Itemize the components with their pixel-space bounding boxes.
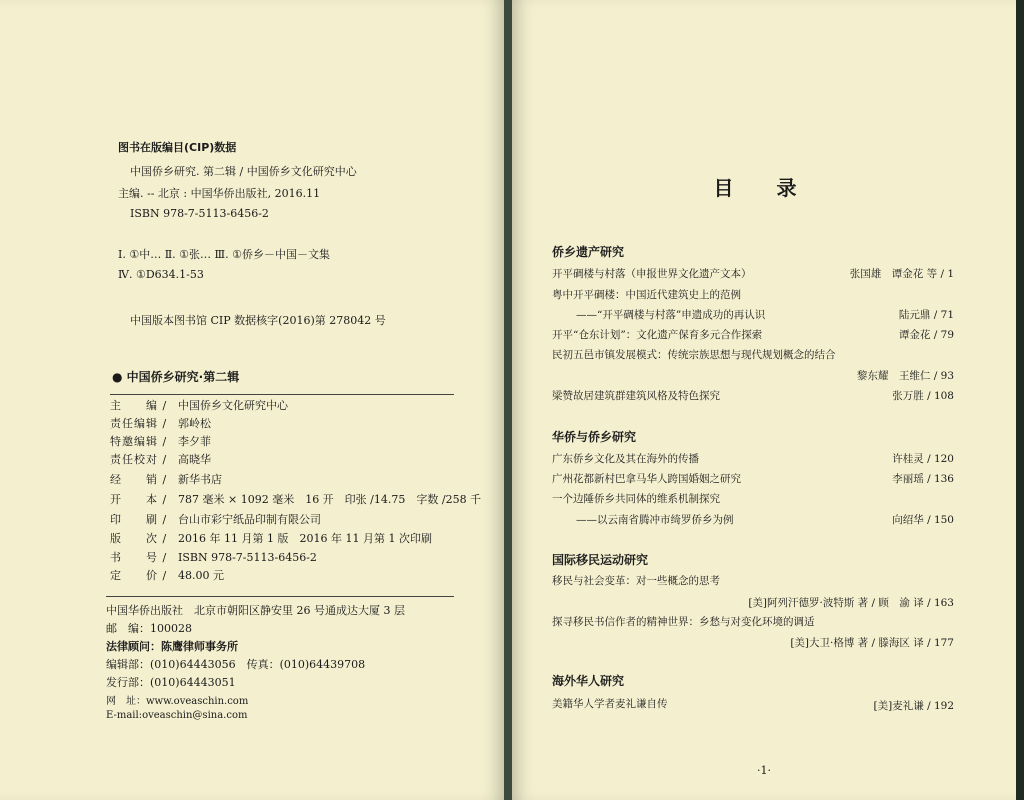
toc-entry-title: 探寻移民书信作者的精神世界：乡愁与对变化环境的调适	[552, 616, 815, 628]
toc-entry-subtitle: ——以云南省腾冲市绮罗侨乡为例	[576, 514, 734, 526]
toc-entry-title: 民初五邑市镇发展模式：传统宗族思想与现代规划概念的结合	[552, 349, 836, 361]
toc-entry-title: 移民与社会变革：对一些概念的思考	[552, 575, 720, 587]
toc-entry-title: 广东侨乡文化及其在海外的传播	[552, 453, 699, 465]
divider	[106, 596, 454, 597]
info-row: 经 销 / 新华书店	[110, 473, 222, 486]
cip-line: 中国版本图书馆 CIP 数据核字(2016)第 278042 号	[130, 314, 386, 327]
info-row: 书 号 / ISBN 978-7-5113-6456-2	[110, 551, 317, 564]
toc-entry-author: 谭金花 / 79	[898, 329, 954, 341]
editorial-phone: 编辑部：(010)64443056 传真：(010)64439708	[106, 658, 366, 671]
toc-entry-title: 开平碉楼与村落（申报世界文化遗产文本）	[552, 268, 752, 280]
toc-entry-author: [美]阿列汗德罗·波特斯 著 / 顾 渝 译 / 163	[748, 597, 954, 609]
toc-entry-title: 开平“仓东计划”：文化遗产保育多元合作探索	[552, 329, 763, 341]
info-row: 责任校对 / 高晓华	[110, 453, 211, 466]
copyright-page	[0, 0, 504, 800]
email: E-mail:oveaschin@sina.com	[106, 710, 248, 721]
toc-entry-author: 向绍华 / 150	[892, 514, 954, 526]
info-row: 开 本 / 787 毫米 × 1092 毫米 16 开 印张 /14.75 字数 /258 千	[110, 493, 482, 506]
info-row: 定 价 / 48.00 元	[110, 569, 224, 582]
book-cover-edge	[1016, 0, 1024, 800]
toc-entry-author: 张万胜 / 108	[892, 390, 954, 402]
cip-heading: 图书在版编目(CIP)数据	[118, 141, 237, 154]
toc-entry-author: 李丽瑶 / 136	[892, 473, 954, 485]
toc-entry-subtitle: ——“开平碉楼与村落”申遗成功的再认识	[576, 309, 766, 321]
contents-page	[512, 0, 1016, 800]
toc-entry-title: 美籍华人学者麦礼谦自传	[552, 698, 668, 710]
toc-entry-author: [美]麦礼谦 / 192	[873, 700, 954, 712]
toc-entry-title: 广州花都新村巴拿马华人跨国婚姻之研究	[552, 473, 741, 485]
toc-section-heading: 侨乡遗产研究	[552, 245, 625, 259]
toc-entry-author: 陆元鼎 / 71	[898, 309, 954, 321]
toc-entry-author: [美]大卫·格博 著 / 滕海区 译 / 177	[790, 637, 954, 649]
cip-line: 主编. -- 北京 : 中国华侨出版社, 2016.11	[118, 187, 321, 200]
cip-line: Ⅳ. ①D634.1-53	[118, 268, 204, 281]
publisher-address: 中国华侨出版社 北京市朝阳区静安里 26 号通成达大厦 3 层	[106, 604, 405, 617]
toc-entry-author: 黎东耀 王维仁 / 93	[856, 370, 954, 382]
toc-entry-title: 梁赞故居建筑群建筑风格及特色探究	[552, 390, 720, 402]
info-row: 主 编 / 中国侨乡文化研究中心	[110, 399, 288, 412]
toc-section-heading: 华侨与侨乡研究	[552, 430, 637, 444]
toc-entry-title: 一个边陲侨乡共同体的维系机制探究	[552, 493, 720, 505]
cip-line: Ⅰ. ①中… Ⅱ. ①张… Ⅲ. ①侨乡－中国－文集	[118, 248, 330, 261]
cip-line: ISBN 978-7-5113-6456-2	[130, 207, 269, 220]
postcode: 邮 编：100028	[106, 622, 192, 635]
toc-entry-title: 粤中开平碉楼：中国近代建筑史上的范例	[552, 289, 741, 301]
book-gutter	[504, 0, 512, 800]
cip-line: 中国侨乡研究. 第二辑 / 中国侨乡文化研究中心	[130, 165, 357, 178]
toc-entry-author: 张国雄 谭金花 等 / 1	[849, 268, 954, 280]
bullet-icon: ●	[112, 370, 127, 384]
info-row: 版 次 / 2016 年 11 月第 1 版 2016 年 11 月第 1 次印刷	[110, 532, 432, 545]
legal-counsel: 法律顾问：陈鹰律师事务所	[106, 640, 238, 653]
book-title: ● 中国侨乡研究·第二辑	[112, 370, 240, 384]
divider	[110, 394, 454, 395]
distribution-phone: 发行部：(010)64443051	[106, 676, 236, 689]
page-number: ·1·	[757, 764, 771, 777]
toc-section-heading: 国际移民运动研究	[552, 553, 649, 567]
toc-title: 目 录	[713, 176, 815, 200]
info-row: 责任编辑 / 郭岭松	[110, 417, 211, 430]
toc-section-heading: 海外华人研究	[552, 674, 625, 688]
info-row: 特邀编辑 / 李夕菲	[110, 435, 211, 448]
info-row: 印 刷 / 台山市彩宁纸品印制有限公司	[110, 513, 321, 526]
toc-entry-author: 许桂灵 / 120	[892, 453, 954, 465]
website: 网 址：www.oveaschin.com	[106, 696, 249, 707]
